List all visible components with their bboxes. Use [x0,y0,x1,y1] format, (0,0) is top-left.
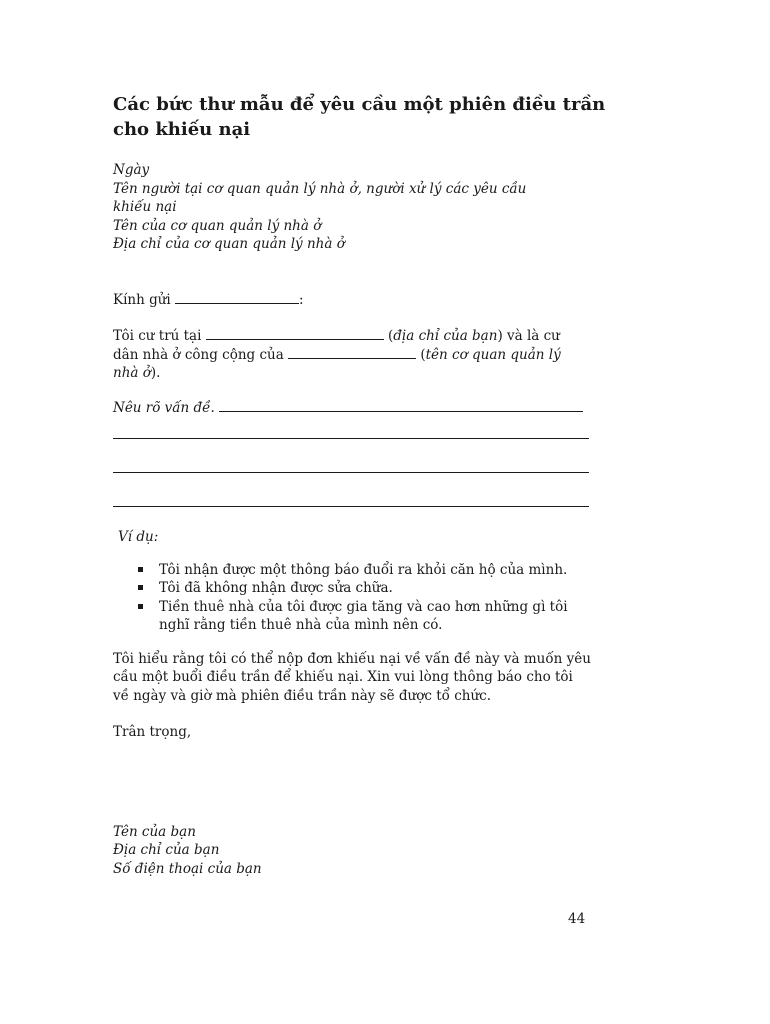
example-list [113,561,593,635]
issue-blank [219,399,583,412]
residence-text: ( [383,328,394,344]
greeting-line [113,291,593,310]
residence-text: ( [416,346,426,363]
signature-address: Địa chỉ của bạn [113,842,220,858]
residence-text: Tôi cư trú tại [113,328,206,344]
signature-block [113,823,593,879]
closing: Trân trọng, [113,724,192,740]
blank-rule [113,506,589,507]
signature-name: Tên của bạn [113,823,196,840]
agency-address-placeholder: Địa chỉ của cơ quan quản lý nhà ở [113,236,345,252]
page-title: Các bức thư mẫu để yêu cầu một phiên điều trần cho khiếu nại [113,94,606,140]
recipient-name-placeholder-cont: khiếu nại [113,199,177,215]
request-paragraph: Tôi hiểu rằng tôi có thể nộp đơn khiếu nại về vấn đề này và muốn yêu cầu một buổi điều trần để khiếu nại. Xin vui lòng thông báo cho tôi về ngày và giờ mà phiên điều trần này sẽ được tổ chức. [113,650,591,704]
list-item: Tiền thuê nhà của tôi được gia tăng và cao hơn những gì tôi nghĩ rằng tiền thuê nhà của mình nên có. [113,598,599,635]
greeting-suffix: : [299,291,304,308]
example-label: Ví dụ: [118,529,159,545]
recipient-name-placeholder: Tên người tại cơ quan quản lý nhà ở, người xử lý các yêu cầu [113,180,527,197]
letter-page [113,92,606,878]
list-item: Tôi nhận được một thông báo đuổi ra khỏi căn hộ của mình. [113,561,593,580]
date-placeholder: Ngày [113,162,150,178]
signature-phone: Số điện thoại của bạn [113,860,262,877]
agency-blank [288,346,416,359]
residence-text: ). [150,365,161,381]
address-blank [206,327,384,340]
residence-paragraph [113,327,593,383]
address-hint: địa chỉ của bạn [393,328,498,344]
blank-rule [113,472,589,473]
issue-line [113,399,593,418]
recipient-blank [175,291,299,304]
recipient-header-block [113,161,593,254]
page-number: 44 [568,911,586,927]
residence-text: ) và là cư [497,328,560,344]
agency-hint: tên cơ quan quản lý [425,346,561,363]
list-item: Tôi đã không nhận được sửa chữa. [113,579,593,598]
greeting-prefix: Kính gửi [113,291,176,308]
agency-name-placeholder: Tên của cơ quan quản lý nhà ở [113,217,322,234]
residence-text: dân nhà ở công cộng của [113,346,289,363]
agency-hint-cont: nhà ở [113,365,151,381]
blank-rule [113,438,589,439]
issue-prompt: Nêu rõ vấn đề. [113,399,220,416]
